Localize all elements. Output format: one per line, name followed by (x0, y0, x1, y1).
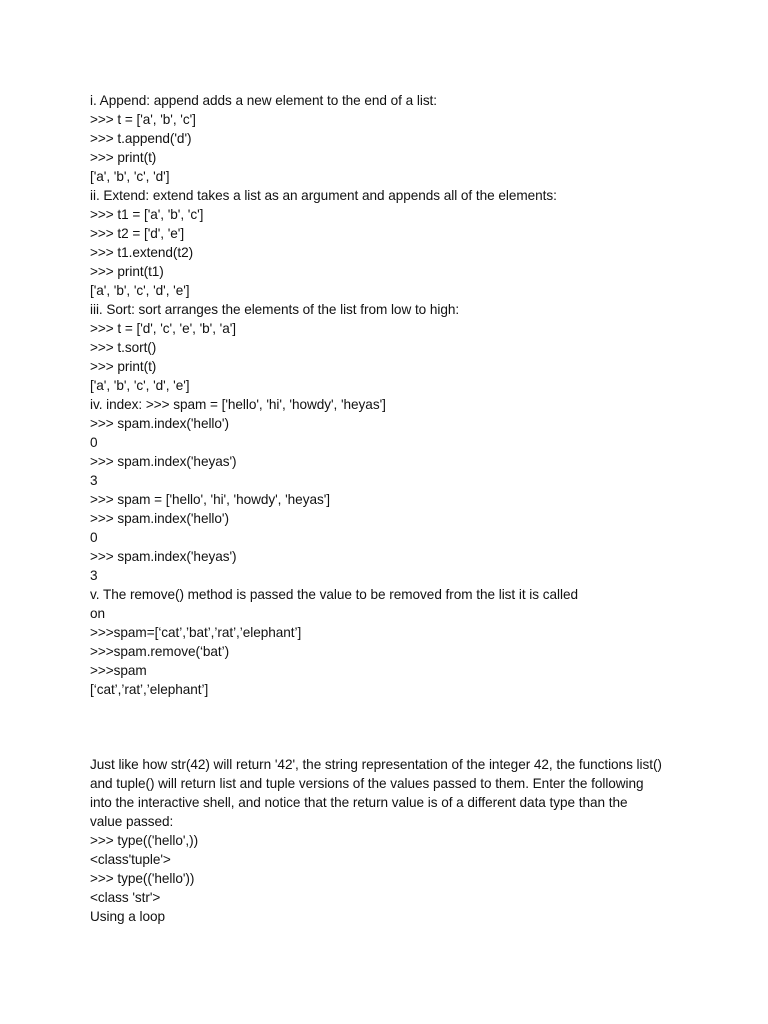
text-line: >>>spam (90, 663, 147, 678)
text-line: >>> t1.extend(t2) (90, 245, 194, 260)
text-line: >>> t = ['d', 'c', 'e', 'b', 'a'] (90, 321, 236, 336)
text-line: Just like how str(42) will return '42', the string representation of the integer 42, the functions list() (90, 757, 662, 772)
text-line: 0 (90, 530, 98, 545)
text-line: ['a', 'b', 'c', 'd', 'e'] (90, 283, 190, 298)
text-line: >>>spam.remove(‘bat’) (90, 644, 230, 659)
text-line: <class'tuple'> (90, 852, 171, 867)
text-line: >>> type(('hello',)) (90, 833, 199, 848)
text-line: >>> spam.index('hello') (90, 416, 229, 431)
text-line: ['a', 'b', 'c', 'd', 'e'] (90, 378, 190, 393)
text-line: >>> spam.index('heyas') (90, 454, 237, 469)
text-line: >>> print(t) (90, 150, 157, 165)
text-line: v. The remove() method is passed the value to be removed from the list it is called (90, 587, 578, 602)
text-line: 3 (90, 473, 98, 488)
text-line: >>> spam = ['hello', 'hi', 'howdy', 'heyas'] (90, 492, 330, 507)
text-line: >>> print(t) (90, 359, 157, 374)
text-line: ii. Extend: extend takes a list as an argument and appends all of the elements: (90, 188, 557, 203)
type-conversion-section (90, 755, 710, 926)
text-line: >>> t2 = ['d', 'e'] (90, 226, 185, 241)
text-line: value passed: (90, 814, 174, 829)
text-line: >>> type(('hello')) (90, 871, 195, 886)
text-line: >>> t.sort() (90, 340, 157, 355)
text-line: iii. Sort: sort arranges the elements of the list from low to high: (90, 302, 460, 317)
text-line: >>> t1 = ['a', 'b', 'c'] (90, 207, 204, 222)
text-line: >>> print(t1) (90, 264, 164, 279)
document-page (90, 91, 710, 926)
text-line: 0 (90, 435, 98, 450)
text-line: >>>spam=[‘cat’,’bat’,’rat’,’elephant’] (90, 625, 302, 640)
text-line: iv. index: >>> spam = ['hello', 'hi', 'howdy', 'heyas'] (90, 397, 386, 412)
text-line: >>> t.append('d') (90, 131, 192, 146)
text-line: >>> t = ['a', 'b', 'c'] (90, 112, 196, 127)
text-line: i. Append: append adds a new element to the end of a list: (90, 93, 438, 108)
text-line: 3 (90, 568, 98, 583)
text-line: Using a loop (90, 909, 165, 924)
text-line: [‘cat’,’rat’,’elephant’] (90, 682, 209, 697)
text-line: and tuple() will return list and tuple versions of the values passed to them. Enter the following (90, 776, 644, 791)
text-line: <class 'str'> (90, 890, 161, 905)
list-methods-section (90, 91, 710, 699)
text-line: >>> spam.index('hello') (90, 511, 229, 526)
text-line: into the interactive shell, and notice that the return value is of a different data type than the (90, 795, 628, 810)
text-line: ['a', 'b', 'c', 'd'] (90, 169, 170, 184)
text-line: on (90, 606, 106, 621)
text-line: >>> spam.index('heyas') (90, 549, 237, 564)
